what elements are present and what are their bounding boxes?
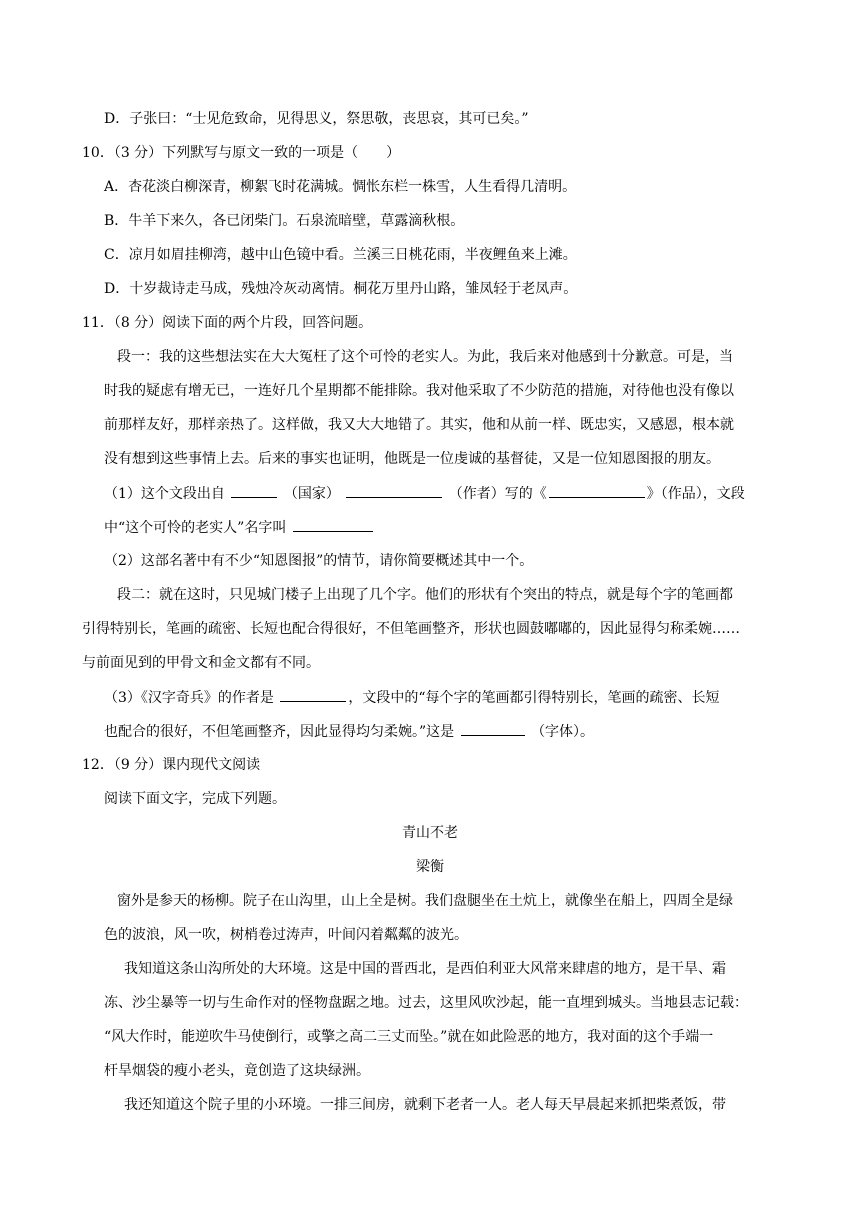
q10-stem: 10．（3 分）下列默写与原文一致的一项是（ ）: [82, 145, 401, 161]
q12-stem: 12．（9 分）课内现代文阅读: [82, 757, 261, 773]
q12-instruction: 阅读下面文字，完成下列题。: [104, 791, 286, 807]
article-para2-line3: “风大作时，能逆吹牛马使倒行，或擎之高二三丈而坠。”就在如此险恶的地方，我对面的这个手端一: [104, 1029, 714, 1045]
q11-passage1-line3: 前那样友好，那样亲热了。这样做，我又大大地错了。其实，他和从前一样、既忠实，又感恩，根本就: [104, 417, 734, 433]
q11-sub3-text-a: （3）《汉字奇兵》的作者是: [104, 690, 274, 706]
answer-blank-script[interactable]: [461, 721, 525, 736]
q11-sub3-text-c: 也配合的很好，不但笔画整齐，因此显得均匀柔婉。”这是: [104, 724, 455, 740]
q11-passage1-line2: 时我的疑虑有增无已，一连好几个星期都不能排除。我对他采取了不少防范的措施，对待他也没有像以: [104, 383, 734, 399]
q11-sub3-line1: [104, 687, 720, 708]
article-para2-line1: 我知道这条山沟所处的大环境。这是中国的晋西北，是西伯利亚大风常来肆虐的地方，是干旱、霜: [124, 961, 726, 977]
q9-option-d: D．子张曰：“士见危致命，见得思义，祭思敬，丧思哀，其可已矣。”: [104, 111, 529, 127]
answer-blank-author-2[interactable]: [280, 687, 346, 702]
q10-option-d: D．十岁裁诗走马成，残烛冷灰动离情。桐花万里丹山路，雏凤轻于老凤声。: [104, 281, 578, 297]
q11-sub3-text-d: （字体）。: [531, 724, 595, 740]
article-para1-line2: 色的波浪，风一吹，树梢卷过涛声，叶间闪着粼粼的波光。: [104, 927, 468, 943]
q11-passage1-line1: 段一：我的这些想法实在大大冤枉了这个可怜的老实人。为此，我后来对他感到十分歉意。可是，当: [117, 349, 733, 365]
q11-sub1-line2: [104, 517, 375, 538]
answer-blank-author[interactable]: [346, 483, 442, 498]
q10-option-c: C．凉月如眉挂柳湾，越中山色镜中看。兰溪三日桃花雨，半夜鲤鱼来上滩。: [104, 247, 577, 263]
q10-option-b: B．牛羊下来久，各已闭柴门。石泉流暗壁，草露滴秋根。: [104, 213, 465, 229]
q11-passage1-line4: 没有想到这些事情上去。后来的事实也证明，他既是一位虔诚的基督徒，又是一位知恩图报的朋友。: [104, 451, 720, 467]
article-para1-line1: 窗外是参天的杨柳。院子在山沟里，山上全是树。我们盘腿坐在土炕上，就像坐在船上，四周全是绿: [117, 893, 733, 909]
q11-stem: 11．（8 分）阅读下面的两个片段，回答问题。: [82, 315, 373, 331]
q10-option-a: A．杏花淡白柳深青，柳絮飞时花满城。惆怅东栏一株雪，人生看得几清明。: [104, 179, 577, 195]
q11-passage2-line3: 与前面见到的甲骨文和金文都有不同。: [82, 655, 320, 671]
q11-passage2-line2: 引得特别长，笔画的疏密、长短也配合得很好，不但笔画整齐，形状也圆鼓嘟嘟的，因此显得匀称柔婉……: [82, 621, 740, 637]
q11-sub1-line1: [104, 483, 745, 504]
q11-sub1-text-d: 》（作品），文段: [646, 486, 745, 502]
q11-passage2-line1: 段二：就在这时，只见城门楼子上出现了几个字。他们的形状有个突出的特点，就是每个字的笔画都: [117, 587, 733, 603]
article-para3-line1: 我还知道这个院子里的小环境。一排三间房，就剩下老者一人。老人每天早晨起来抓把柴煮饭，带: [124, 1097, 726, 1113]
q11-sub3-text-b: ，文段中的“每个字的笔画都引得特别长，笔画的疏密、长短: [348, 690, 720, 706]
q11-sub3-line2: [104, 721, 594, 742]
q11-sub1-text-c: （作者）写的《: [448, 486, 547, 502]
article-author: 梁衡: [416, 859, 444, 875]
q11-sub2: （2）这部名著中有不少“知恩图报”的情节，请你简要概述其中一个。: [104, 553, 534, 569]
article-title: 青山不老: [402, 825, 458, 841]
q11-sub1-text-a: （1）这个文段出自: [104, 486, 225, 502]
article-para2-line2: 冻、沙尘暴等一切与生命作对的怪物盘踞之地。过去，这里风吹沙起，能一直埋到城头。当地县志记载：: [104, 995, 748, 1011]
q11-sub1-text-b: （国家）: [283, 486, 340, 502]
q11-sub1-text-e: 中“这个可怜的老实人”名字叫: [104, 520, 287, 536]
answer-blank-work[interactable]: [549, 483, 645, 498]
answer-blank-country[interactable]: [231, 483, 277, 498]
article-para2-line4: 杆旱烟袋的瘦小老头，竟创造了这块绿洲。: [104, 1063, 370, 1079]
answer-blank-name[interactable]: [293, 517, 373, 532]
